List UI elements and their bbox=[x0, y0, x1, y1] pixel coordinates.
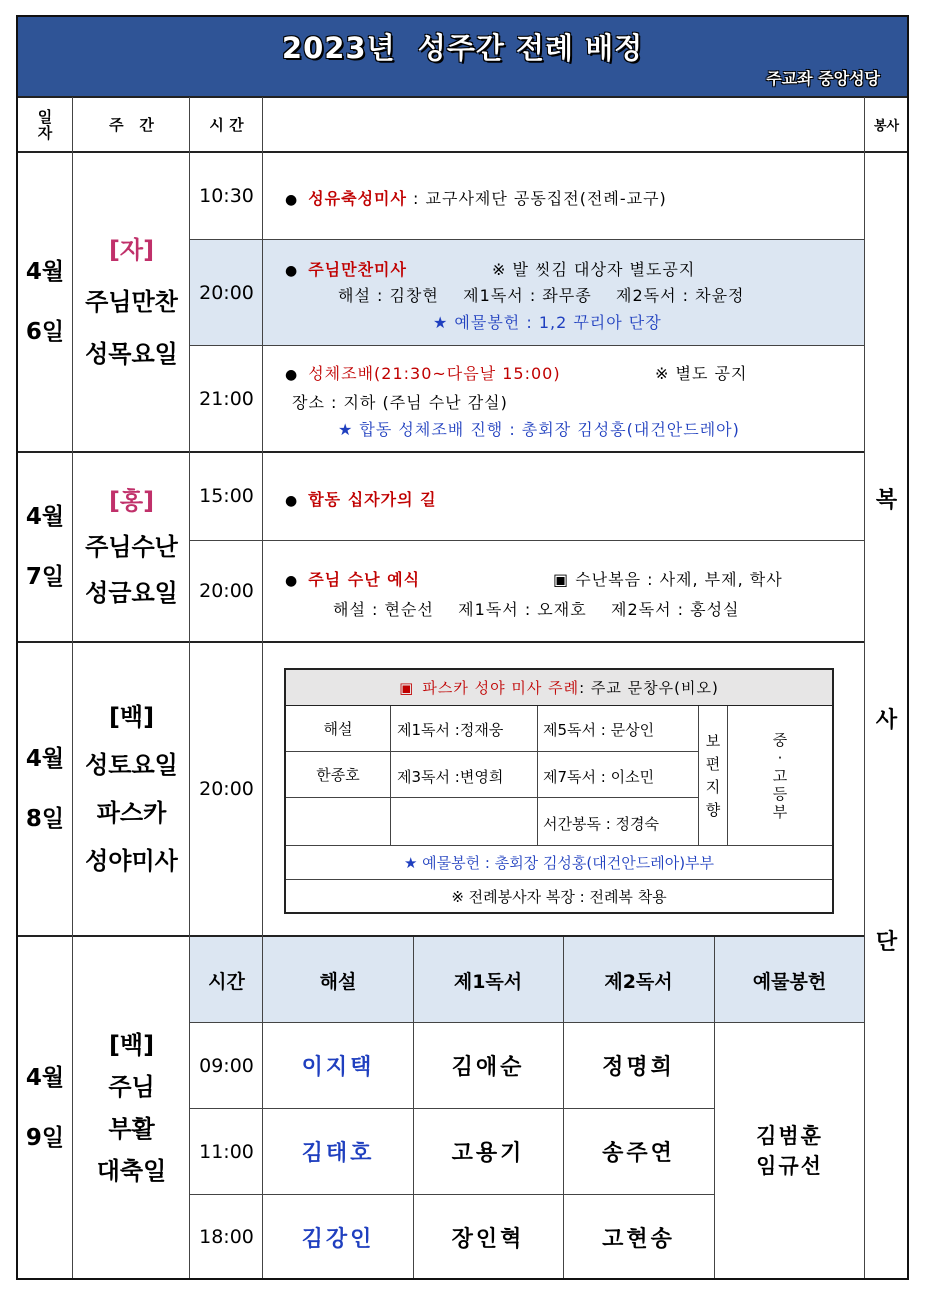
mass-title: 합동 십자가의 길 bbox=[308, 490, 437, 509]
service-label: 복 bbox=[875, 487, 898, 513]
bullet-icon: ● bbox=[285, 493, 299, 509]
date-day: 9일 bbox=[25, 1125, 65, 1151]
easter-header-time: 시간 bbox=[208, 970, 245, 993]
church-name: 주교좌 중앙성당 bbox=[766, 69, 880, 88]
day-name: 성야미사 bbox=[85, 846, 178, 875]
page-title: 2023년 성주간 전례 배정 bbox=[281, 31, 644, 65]
bullet-icon: ● bbox=[285, 263, 299, 279]
day-name: 대축일 bbox=[96, 1157, 167, 1185]
time-cell: 18:00 bbox=[199, 1226, 254, 1248]
adoration-lead: ★ 합동 성체조배 진행 : 총회장 김성홍(대건안드레아) bbox=[338, 420, 740, 439]
liturgical-color: [홍] bbox=[108, 486, 155, 515]
time-cell: 11:00 bbox=[199, 1140, 254, 1163]
square-icon: ▣ bbox=[399, 678, 415, 697]
time-cell: 20:00 bbox=[199, 777, 254, 800]
page-frame bbox=[16, 15, 909, 1280]
easter-header-commentary: 해설 bbox=[319, 970, 357, 993]
liturgical-color: [백] bbox=[108, 702, 155, 731]
time-cell: 10:30 bbox=[199, 185, 254, 207]
offering-name: 임규선 bbox=[756, 1154, 823, 1178]
bullet-icon: ● bbox=[285, 192, 299, 208]
easter-header-reading1: 제1독서 bbox=[453, 970, 523, 993]
reader-2: 고현송 bbox=[602, 1226, 675, 1252]
time-cell: 09:00 bbox=[199, 1054, 254, 1077]
day-name: 주님 bbox=[108, 1073, 155, 1101]
mass-detail: : 교구사제단 공동집전(전례-교구) bbox=[406, 189, 667, 208]
vigil-title: 파스카 성야 미사 주례 bbox=[422, 679, 580, 697]
reading-3: 제3독서 :변영희 bbox=[397, 768, 504, 786]
vigil-offering: ★ 예물봉헌 : 총회장 김성홍(대건안드레아)부부 bbox=[403, 854, 715, 872]
easter-header-reading2: 제2독서 bbox=[604, 970, 673, 993]
prayers-group: 중 · 고 등 부 bbox=[772, 730, 788, 821]
mass-title: 주님 수난 예식 bbox=[308, 570, 421, 589]
epistle: 서간봉독 : 정경숙 bbox=[543, 815, 660, 833]
celebrant: : 주교 문창우(비오) bbox=[579, 679, 719, 697]
mass-title: 성유축성미사 bbox=[308, 189, 407, 208]
reader-1: 장인혁 bbox=[451, 1226, 525, 1252]
time-cell: 15:00 bbox=[199, 485, 254, 507]
commentator: 이지택 bbox=[301, 1055, 375, 1080]
day-name: 성금요일 bbox=[85, 578, 178, 607]
easter-header-offering: 예물봉헌 bbox=[752, 970, 827, 993]
day-name: 성토요일 bbox=[85, 750, 178, 779]
col-header-time: 시 간 bbox=[209, 116, 244, 134]
col-header-date: 일 자 bbox=[37, 107, 53, 142]
prayers-label: 보 편 지 향 bbox=[705, 731, 721, 819]
offering: ★ 예물봉헌 : 1,2 꾸리아 단장 bbox=[433, 313, 662, 332]
day-name: 주님수난 bbox=[85, 532, 178, 561]
date-month: 4월 bbox=[25, 745, 65, 772]
reading-7: 제7독서 : 이소민 bbox=[543, 768, 655, 786]
commentator: 김강인 bbox=[301, 1226, 375, 1252]
time-cell: 21:00 bbox=[199, 387, 254, 410]
commentator-label: 해설 bbox=[323, 720, 353, 738]
dress-code: ※ 전례봉사자 복장 : 전례복 착용 bbox=[451, 888, 667, 906]
col-header-week: 주 간 bbox=[109, 116, 154, 134]
date-month: 4월 bbox=[25, 1065, 65, 1091]
col-header-service: 봉사 bbox=[873, 119, 900, 134]
reading-1: 제1독서 :정재웅 bbox=[397, 721, 504, 739]
time-cell: 20:00 bbox=[199, 580, 254, 602]
date-day: 6일 bbox=[25, 318, 65, 345]
note: ▣ 수난복음 : 사제, 부제, 학사 bbox=[553, 570, 783, 589]
reader-1: 고용기 bbox=[451, 1141, 525, 1166]
reader-2: 정명희 bbox=[602, 1055, 675, 1080]
offering-name: 김범훈 bbox=[756, 1124, 823, 1148]
mass-title: 성체조배(21:30~다음날 15:00) bbox=[308, 364, 561, 383]
date-day: 8일 bbox=[25, 805, 65, 832]
commentator-name: 한종호 bbox=[316, 766, 360, 784]
day-name: 부활 bbox=[108, 1115, 155, 1143]
liturgical-color: [자] bbox=[108, 235, 155, 264]
mass-title: 주님만찬미사 bbox=[308, 260, 407, 279]
location: 장소 : 지하 (주님 수난 감실) bbox=[292, 393, 508, 412]
service-label: 단 bbox=[875, 929, 898, 955]
date-month: 4월 bbox=[25, 503, 65, 530]
date-month: 4월 bbox=[25, 258, 65, 285]
assignments: 해설 : 현순선 제1독서 : 오재호 제2독서 : 홍성실 bbox=[333, 600, 740, 619]
note: ※ 발 씻김 대상자 별도공지 bbox=[492, 260, 696, 279]
bullet-icon: ● bbox=[285, 573, 299, 589]
day-name: 주님만찬 bbox=[85, 287, 178, 316]
commentator: 김태호 bbox=[301, 1141, 375, 1166]
note: ※ 별도 공지 bbox=[655, 364, 748, 383]
assignments: 해설 : 김창현 제1독서 : 좌무종 제2독서 : 차윤정 bbox=[338, 286, 745, 305]
service-label: 사 bbox=[875, 707, 898, 733]
reader-2: 송주연 bbox=[602, 1141, 675, 1166]
day-name: 파스카 bbox=[96, 798, 167, 827]
day-name: 성목요일 bbox=[85, 339, 178, 368]
bullet-icon: ● bbox=[285, 367, 299, 383]
liturgical-color: [백] bbox=[108, 1031, 155, 1059]
reader-1: 김애순 bbox=[451, 1055, 525, 1080]
date-day: 7일 bbox=[25, 563, 65, 590]
reading-5: 제5독서 : 문상인 bbox=[543, 721, 655, 739]
time-cell: 20:00 bbox=[199, 281, 254, 304]
